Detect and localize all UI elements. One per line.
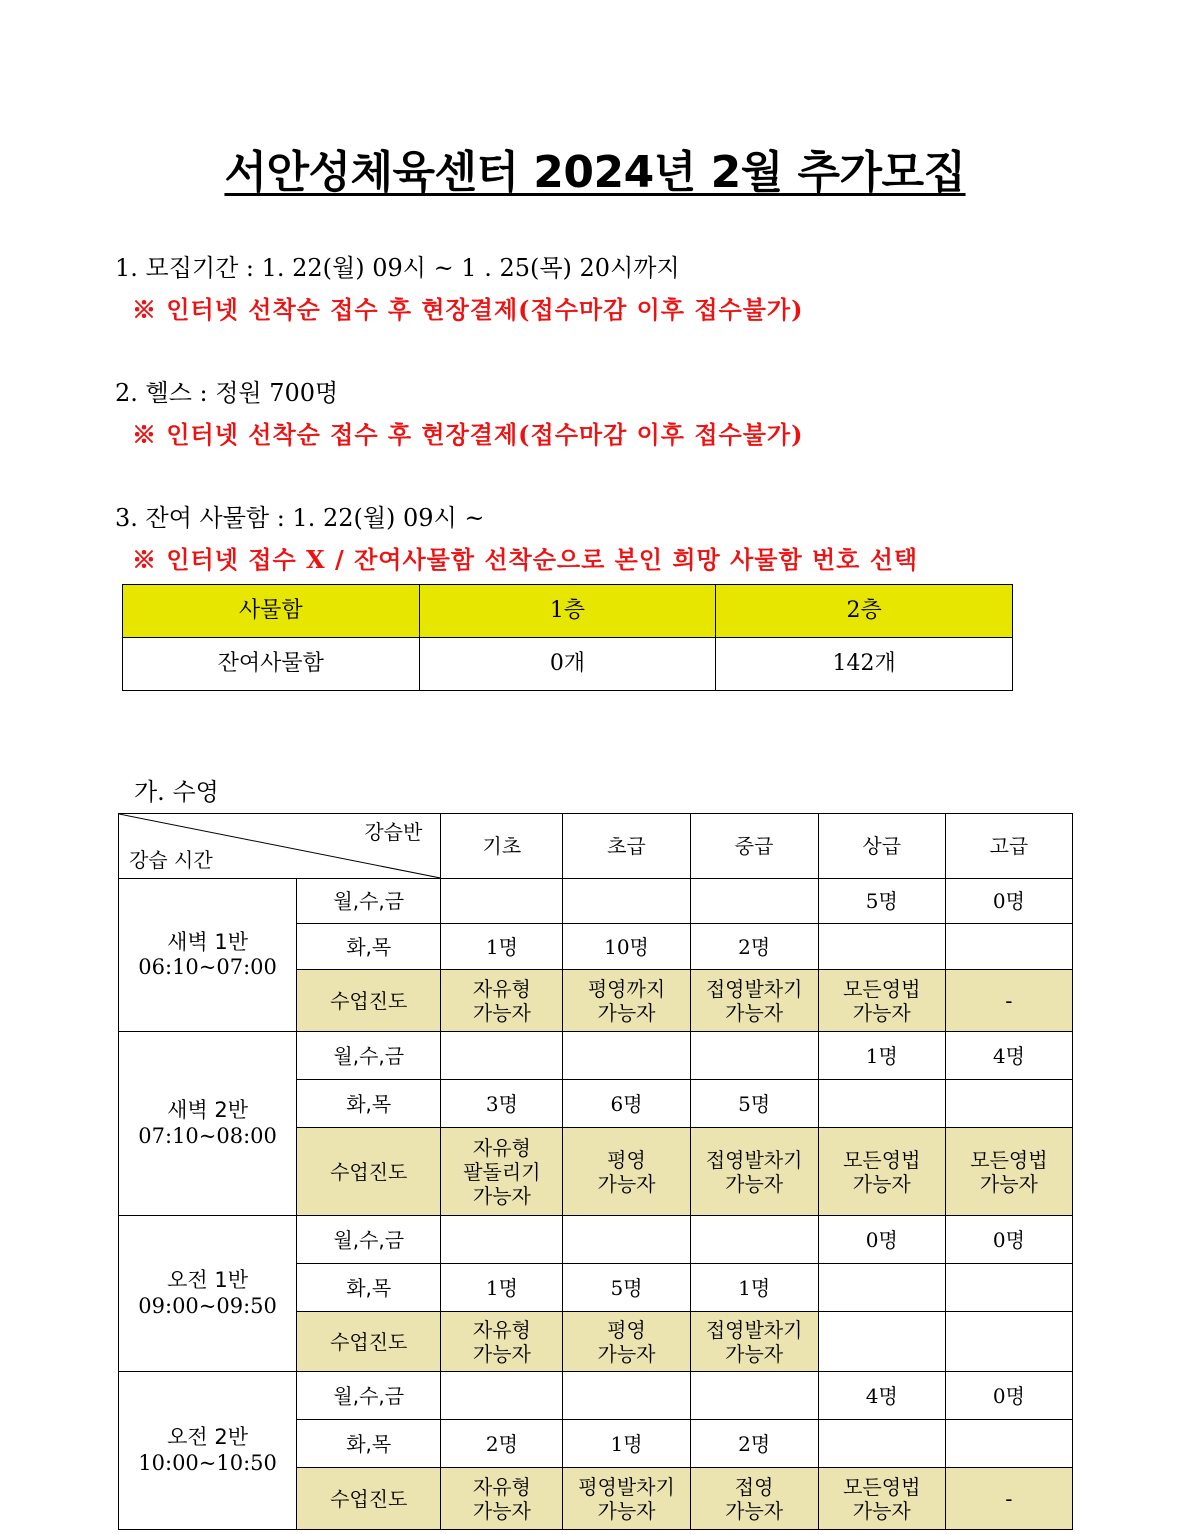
progress-cell (563, 1468, 690, 1530)
locker-row-label: 잔여사물함 (123, 638, 420, 691)
progress-line: 가능자 (472, 1341, 531, 1366)
progress-cell (818, 1128, 945, 1216)
progress-line: 가능자 (979, 1171, 1038, 1196)
recruit-period-line: 1. 모집기간 : 1. 22(월) 09시 ~ 1 . 25(목) 20시까지 (115, 254, 680, 282)
vacancy-cell: 2명 (690, 924, 818, 970)
level-header: 초급 (563, 814, 690, 879)
progress-line: 가능자 (725, 1000, 784, 1025)
swim-section-title: 가. 수영 (134, 778, 219, 806)
vacancy-cell (563, 879, 690, 924)
day-label-cell: 화,목 (297, 924, 441, 970)
slot-name: 오전 1반 (167, 1268, 249, 1293)
day-label-cell: 수업진도 (297, 1128, 441, 1216)
progress-line: 가능자 (472, 1498, 531, 1523)
progress-line: 가능자 (597, 1171, 656, 1196)
vacancy-cell: 0명 (818, 1216, 945, 1264)
progress-cell (441, 1468, 563, 1530)
locker-count-cell: 0개 (419, 638, 716, 691)
progress-line: 가능자 (725, 1171, 784, 1196)
progress-line: 모든영법 (843, 1474, 921, 1499)
gym-capacity-line: 2. 헬스 : 정원 700명 (115, 379, 339, 407)
vacancy-cell (441, 879, 563, 924)
vacancy-cell (945, 1264, 1072, 1312)
progress-cell (563, 970, 690, 1032)
progress-line: 가능자 (472, 1000, 531, 1025)
progress-line: 자유형 (472, 976, 531, 1001)
vacancy-cell: 0명 (945, 879, 1072, 924)
slot-time: 10:00~10:50 (138, 1450, 277, 1475)
progress-line: 가능자 (852, 1498, 911, 1523)
vacancy-cell (818, 1420, 945, 1468)
corner-header-cell (119, 814, 441, 879)
level-header: 고급 (945, 814, 1072, 879)
progress-line: 평영발차기 (578, 1474, 675, 1499)
vacancy-cell: 4명 (945, 1032, 1072, 1080)
progress-cell (690, 970, 818, 1032)
progress-line: 가능자 (725, 1341, 784, 1366)
progress-line: 가능자 (597, 1498, 656, 1523)
locker-count-cell: 142개 (716, 638, 1013, 691)
vacancy-cell (563, 1372, 690, 1420)
day-label-cell: 화,목 (297, 1080, 441, 1128)
day-label-cell: 화,목 (297, 1264, 441, 1312)
vacancy-cell: 2명 (441, 1420, 563, 1468)
locker-header-cell: 사물함 (123, 585, 420, 638)
progress-cell (563, 1128, 690, 1216)
vacancy-cell: 0명 (945, 1216, 1072, 1264)
progress-line: 평영까지 (587, 976, 666, 1001)
progress-cell (690, 1128, 818, 1216)
progress-line: 평영 (607, 1147, 646, 1172)
progress-line: 모든영법 (843, 1147, 921, 1172)
progress-line: 접영발차기 (705, 1147, 803, 1172)
slot-row-mwf (119, 1216, 1073, 1264)
slot-name: 새벽 2반 (167, 1098, 249, 1123)
vacancy-cell: 1명 (690, 1264, 818, 1312)
day-label-cell: 수업진도 (297, 1468, 441, 1530)
vacancy-cell (945, 924, 1072, 970)
locker-header-row (123, 585, 1013, 638)
progress-line: 팔돌리기 (463, 1159, 541, 1184)
vacancy-cell: 1명 (563, 1420, 690, 1468)
day-label-cell: 월,수,금 (297, 879, 441, 924)
slot-name: 새벽 1반 (167, 929, 249, 954)
vacancy-cell (690, 1372, 818, 1420)
progress-cell (945, 970, 1072, 1032)
level-header: 상급 (818, 814, 945, 879)
corner-time-label: 강습 시간 (129, 848, 213, 872)
slot-name: 오전 2반 (167, 1425, 249, 1450)
progress-line: 가능자 (472, 1183, 531, 1208)
slot-time: 09:00~09:50 (138, 1293, 277, 1318)
vacancy-cell: 1명 (441, 1264, 563, 1312)
vacancy-cell (690, 879, 818, 924)
gym-capacity-note: ※ 인터넷 선착순 접수 후 현장결제(접수마감 이후 접수불가) (132, 420, 804, 449)
progress-line: - (1005, 988, 1013, 1013)
progress-cell (690, 1468, 818, 1530)
progress-cell (818, 1312, 945, 1372)
swim-header-row (119, 814, 1073, 879)
progress-line: 자유형 (472, 1317, 531, 1342)
vacancy-cell (563, 1216, 690, 1264)
progress-cell (945, 1128, 1072, 1216)
slot-time-cell (119, 1032, 297, 1216)
slot-time-cell (119, 1372, 297, 1530)
vacancy-cell: 0명 (945, 1372, 1072, 1420)
progress-line: 가능자 (597, 1341, 656, 1366)
slot-time-cell (119, 879, 297, 1032)
progress-line: 자유형 (472, 1135, 531, 1160)
day-label-cell: 월,수,금 (297, 1216, 441, 1264)
progress-cell (945, 1312, 1072, 1372)
swim-schedule-table (118, 813, 1073, 1530)
vacancy-cell (818, 1080, 945, 1128)
vacancy-cell (945, 1420, 1072, 1468)
locker-line: 3. 잔여 사물함 : 1. 22(월) 09시 ~ (115, 504, 485, 532)
progress-cell (441, 1128, 563, 1216)
progress-line: 가능자 (597, 1000, 656, 1025)
locker-data-row (123, 638, 1013, 691)
slot-row-mwf (119, 1032, 1073, 1080)
locker-header-cell: 2층 (716, 585, 1013, 638)
day-label-cell: 수업진도 (297, 970, 441, 1032)
progress-cell (690, 1312, 818, 1372)
vacancy-cell: 10명 (563, 924, 690, 970)
progress-cell (818, 970, 945, 1032)
progress-line: 가능자 (852, 1000, 911, 1025)
vacancy-cell: 5명 (563, 1264, 690, 1312)
slot-time: 06:10~07:00 (138, 955, 277, 979)
day-label-cell: 수업진도 (297, 1312, 441, 1372)
vacancy-cell: 6명 (563, 1080, 690, 1128)
slot-time-cell (119, 1216, 297, 1372)
progress-cell (818, 1468, 945, 1530)
locker-table (122, 584, 1013, 691)
vacancy-cell (441, 1032, 563, 1080)
recruit-period-note: ※ 인터넷 선착순 접수 후 현장결제(접수마감 이후 접수불가) (132, 295, 804, 324)
vacancy-cell (818, 924, 945, 970)
level-header: 기초 (441, 814, 563, 879)
progress-cell (441, 970, 563, 1032)
progress-cell (945, 1468, 1072, 1530)
day-label-cell: 월,수,금 (297, 1372, 441, 1420)
slot-row-mwf (119, 1372, 1073, 1420)
vacancy-cell: 4명 (818, 1372, 945, 1420)
vacancy-cell (818, 1264, 945, 1312)
progress-line: 모든영법 (970, 1147, 1048, 1172)
progress-line: 접영 (734, 1474, 774, 1499)
day-label-cell: 화,목 (297, 1420, 441, 1468)
vacancy-cell: 5명 (818, 879, 945, 924)
progress-line: 평영 (607, 1317, 646, 1342)
progress-line: 가능자 (725, 1498, 784, 1523)
progress-cell (563, 1312, 690, 1372)
vacancy-cell: 3명 (441, 1080, 563, 1128)
vacancy-cell (563, 1032, 690, 1080)
vacancy-cell: 2명 (690, 1420, 818, 1468)
slot-time: 07:10~08:00 (138, 1123, 277, 1148)
corner-class-label: 강습반 (364, 820, 423, 844)
vacancy-cell (441, 1372, 563, 1420)
progress-line: 접영발차기 (705, 976, 803, 1001)
slot-row-mwf (119, 879, 1073, 924)
locker-header-cell: 1층 (419, 585, 716, 638)
page-title: 서안성체육센터 2024년 2월 추가모집 (224, 147, 966, 198)
progress-line: 모든영법 (843, 976, 921, 1001)
progress-line: 가능자 (852, 1171, 911, 1196)
vacancy-cell (690, 1216, 818, 1264)
vacancy-cell (441, 1216, 563, 1264)
locker-note: ※ 인터넷 접수 X / 잔여사물함 선착순으로 본인 희망 사물함 번호 선택 (132, 545, 919, 574)
vacancy-cell: 1명 (818, 1032, 945, 1080)
vacancy-cell: 1명 (441, 924, 563, 970)
progress-cell (441, 1312, 563, 1372)
day-label-cell: 월,수,금 (297, 1032, 441, 1080)
progress-line: - (1005, 1486, 1013, 1511)
progress-line: 접영발차기 (705, 1317, 803, 1342)
vacancy-cell: 5명 (690, 1080, 818, 1128)
level-header: 중급 (690, 814, 818, 879)
vacancy-cell (945, 1080, 1072, 1128)
progress-line: 자유형 (472, 1474, 531, 1499)
vacancy-cell (690, 1032, 818, 1080)
